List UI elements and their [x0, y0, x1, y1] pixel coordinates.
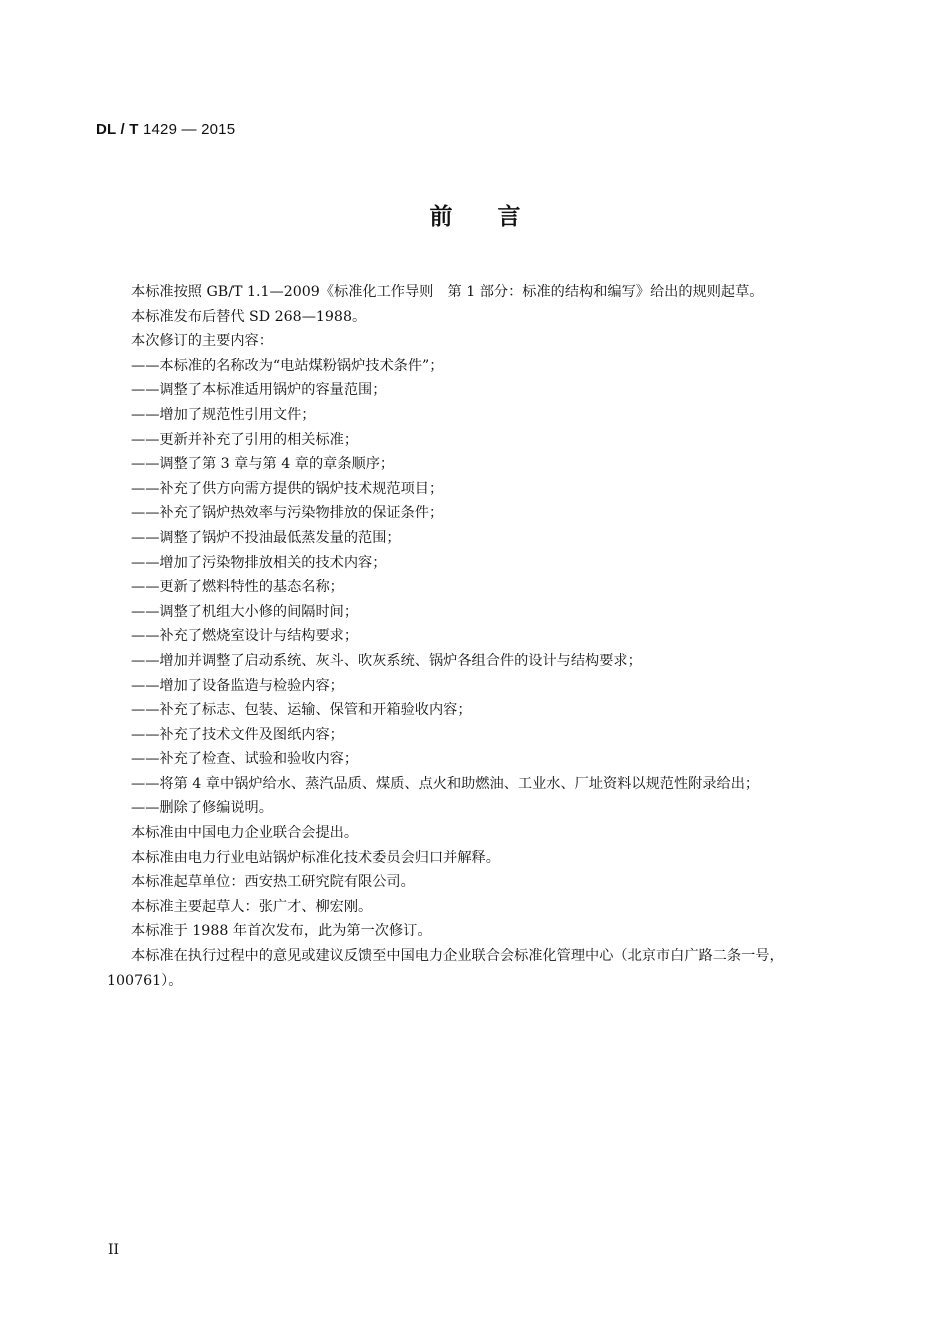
revision-item: ——将第 4 章中锅炉给水、蒸汽品质、煤质、点火和助燃油、工业水、厂址资料以规范性附录给出； [131, 775, 760, 792]
revision-item: ——调整了本标准适用锅炉的容量范围； [131, 382, 387, 399]
revision-item: ——调整了第 3 章与第 4 章的章条顺序； [131, 456, 395, 473]
closing-paragraph: 本标准由电力行业电站锅炉标准化技术委员会归口并解释。 [131, 849, 500, 866]
revision-item: ——补充了标志、包装、运输、保管和开箱验收内容； [131, 702, 472, 719]
revision-item: ——调整了锅炉不投油最低蒸发量的范围； [131, 529, 401, 546]
page-number: II [108, 1242, 120, 1258]
intro-paragraph: 本标准发布后替代 SD 268—1988。 [131, 308, 367, 325]
closing-paragraph: 本标准起草单位：西安热工研究院有限公司。 [131, 874, 415, 891]
revision-item: ——补充了技术文件及图纸内容； [131, 726, 344, 743]
revision-item: ——更新并补充了引用的相关标准； [131, 431, 359, 448]
revision-item: ——补充了供方向需方提供的锅炉技术规范项目； [131, 480, 444, 497]
revision-item: ——补充了检查、试验和验收内容； [131, 751, 359, 768]
intro-paragraph: 本次修订的主要内容： [131, 333, 273, 350]
standard-number: 1429 — 2015 [142, 121, 236, 138]
revision-item: ——增加并调整了启动系统、灰斗、吹灰系统、锅炉各组合件的设计与结构要求； [131, 652, 642, 669]
foreword-body [107, 280, 852, 993]
closing-paragraph: 本标准主要起草人：张广才、柳宏刚。 [131, 898, 373, 915]
revision-item: ——补充了锅炉热效率与污染物排放的保证条件； [131, 505, 444, 522]
revision-item: ——增加了规范性引用文件； [131, 406, 316, 423]
closing-paragraph: 本标准由中国电力企业联合会提出。 [131, 825, 359, 842]
revision-item: ——调整了机组大小修的间隔时间； [131, 603, 359, 620]
closing-paragraph: 本标准于 1988 年首次发布，此为第一次修订。 [131, 923, 432, 940]
revision-item: ——增加了设备监造与检验内容； [131, 677, 344, 694]
standard-code: DL / T [96, 121, 139, 138]
revision-item: ——增加了污染物排放相关的技术内容； [131, 554, 387, 571]
revision-item: ——更新了燃料特性的基态名称； [131, 579, 344, 596]
revision-item: ——删除了修编说明。 [131, 800, 273, 817]
intro-paragraph: 本标准按照 GB/T 1.1—2009《标准化工作导则 第 1 部分：标准的结构和编写》给出的规则起草。 [131, 284, 764, 300]
feedback-paragraph: 本标准在执行过程中的意见或建议反馈至中国电力企业联合会标准化管理中心（北京市白广路二条一号，100761）。 [107, 948, 784, 989]
page-title: 前言 [429, 204, 566, 230]
revision-list [107, 354, 852, 821]
revision-item: ——本标准的名称改为“电站煤粉锅炉技术条件”； [131, 357, 444, 374]
revision-item: ——补充了燃烧室设计与结构要求； [131, 628, 359, 645]
document-header [96, 121, 235, 138]
